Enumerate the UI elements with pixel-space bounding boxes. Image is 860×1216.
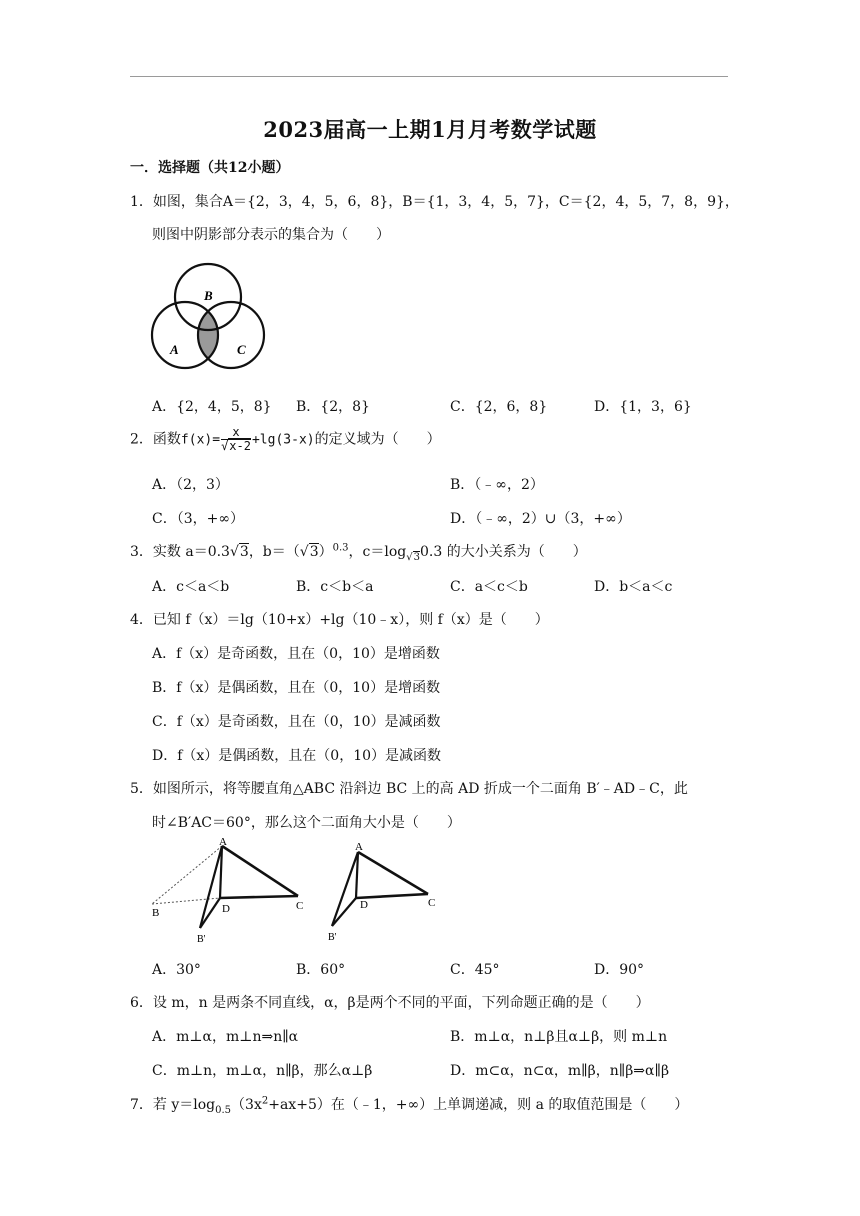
q7-stem — [130, 1094, 688, 1116]
venn-diagram-figure — [148, 262, 270, 376]
fig2-label-a: A — [355, 841, 363, 853]
q3-root1: 3 — [239, 544, 249, 560]
q6-option-d: D．m⊂α，n⊂α，m∥β，n∥β⇒α∥β — [450, 1063, 670, 1079]
q1-stem-line1: 1．如图，集合A＝{2，3，4，5，6，8}，B＝{1，3，4，5，7}，C＝{2，4，5，7，8，9}， — [130, 194, 739, 210]
q2-stem — [130, 426, 441, 453]
q4-option-d: D．f（x）是偶函数，且在（0，10）是减函数 — [152, 748, 442, 764]
q1-option-a: A．{2，4，5，8} — [152, 399, 272, 415]
fig2-label-bp: B' — [328, 932, 337, 943]
venn-label-c: C — [237, 342, 246, 357]
q4-option-c: C．f（x）是奇函数，且在（0，10）是减函数 — [152, 714, 441, 730]
q7-square: 2 — [261, 1095, 269, 1107]
q3-part2: ，b＝（ — [248, 544, 300, 560]
q4-stem: 4．已知 f（x）＝lg（10+x）+lg（10﹣x），则 f（x）是（ ） — [130, 612, 549, 628]
q2-option-b: B．（﹣∞，2） — [450, 477, 544, 493]
q4-option-a: A．f（x）是奇函数，且在（0，10）是增函数 — [152, 646, 440, 662]
q6-option-b: B．m⊥α，n⊥β且α⊥β，则 m⊥n — [450, 1029, 668, 1045]
header-rule — [130, 76, 728, 77]
q1-option-d: D．{1，3，6} — [594, 399, 692, 415]
q2-prefix: 2．函数 — [130, 431, 181, 448]
fig2-label-d: D — [360, 899, 368, 911]
q5-stem-line1: 5．如图所示，将等腰直角△ABC 沿斜边 BC 上的高 AD 折成一个二面角 B′﹣AD﹣C，此 — [130, 781, 688, 797]
q2-option-c: C．（3，+∞） — [152, 511, 245, 527]
q3-exponent: 0.3 — [332, 542, 349, 554]
q3-part5: 0.3 的大小关系为（ ） — [420, 544, 587, 560]
q2-option-a: A．（2，3） — [152, 477, 229, 493]
q3-root3: 3 — [413, 551, 420, 563]
q3-option-c: C．a＜c＜b — [450, 579, 528, 595]
q2-f: f(x)= — [180, 432, 221, 448]
fig2-label-c: C — [428, 897, 436, 909]
q6-option-a: A．m⊥α，m⊥n⇒n∥α — [152, 1029, 299, 1045]
q3-root2: 3 — [309, 544, 319, 560]
q2-frac-num: x — [221, 426, 251, 440]
q4-option-b: B．f（x）是偶函数，且在（0，10）是增函数 — [152, 680, 441, 696]
q3-option-a: A．c＜a＜b — [152, 579, 230, 595]
fig1-label-bp: B' — [197, 934, 206, 945]
fig1-label-d: D — [222, 903, 230, 915]
venn-label-b: B — [204, 288, 213, 303]
q3-option-b: B．c＜b＜a — [296, 579, 374, 595]
fig1-label-a: A — [219, 836, 227, 848]
q6-option-c: C．m⊥n，m⊥α，n∥β，那么α⊥β — [152, 1063, 373, 1079]
q3-stem: 3．实数 a＝0.3√3，$b=(√3)^{0.3}$，$c=\log_{√3}0.3$ 的大小关系为（ ） — [130, 542, 587, 563]
q2-frac-den: x-2 — [229, 439, 251, 453]
q2-fraction — [221, 426, 251, 453]
q7-log-base: 0.5 — [215, 1104, 232, 1116]
venn-label-a: A — [170, 342, 179, 357]
page-title: 2023届高一上期1月月考数学试题 — [263, 117, 597, 142]
q7-part1: 7．若 y＝log — [130, 1097, 216, 1113]
q5-stem-line2: 时∠B′AC＝60°，那么这个二面角大小是（ ） — [152, 815, 461, 831]
q3-option-d: D．b＜a＜c — [594, 579, 673, 595]
q3-part3: ） — [318, 544, 333, 560]
dihedral-fold-figure — [148, 836, 448, 946]
q1-stem-line2: 则图中阴影部分表示的集合为（ ） — [152, 227, 390, 243]
q3-part1: 3．实数 a＝0.3 — [130, 544, 230, 560]
fig1-label-c: C — [296, 900, 304, 912]
q2-suffix: 的定义域为（ ） — [314, 431, 441, 448]
q5-option-c: C．45° — [450, 962, 500, 978]
q5-option-b: B．60° — [296, 962, 346, 978]
q7-part3: +ax+5）在（﹣1，+∞）上单调递减，则 a 的取值范围是（ ） — [268, 1097, 689, 1113]
q2-frac-den-wrap: √x-2 — [221, 439, 251, 453]
q1-option-c: C．{2，6，8} — [450, 399, 548, 415]
q1-option-b: B．{2，8} — [296, 399, 370, 415]
section-heading: 一．选择题（共12小题） — [130, 160, 290, 176]
q2-tail-expr: +lg(3-x) — [251, 432, 315, 448]
q3-part4: ，c＝log — [348, 544, 407, 560]
q2-option-d: D．（﹣∞，2）∪（3，+∞） — [450, 511, 631, 527]
fig1-label-b: B — [152, 907, 160, 919]
q5-option-a: A．30° — [152, 962, 201, 978]
q6-stem: 6．设 m，n 是两条不同直线，α，β是两个不同的平面，下列命题正确的是（ ） — [130, 995, 650, 1011]
q5-option-d: D．90° — [594, 962, 645, 978]
q7-part2: （3x — [231, 1097, 262, 1113]
